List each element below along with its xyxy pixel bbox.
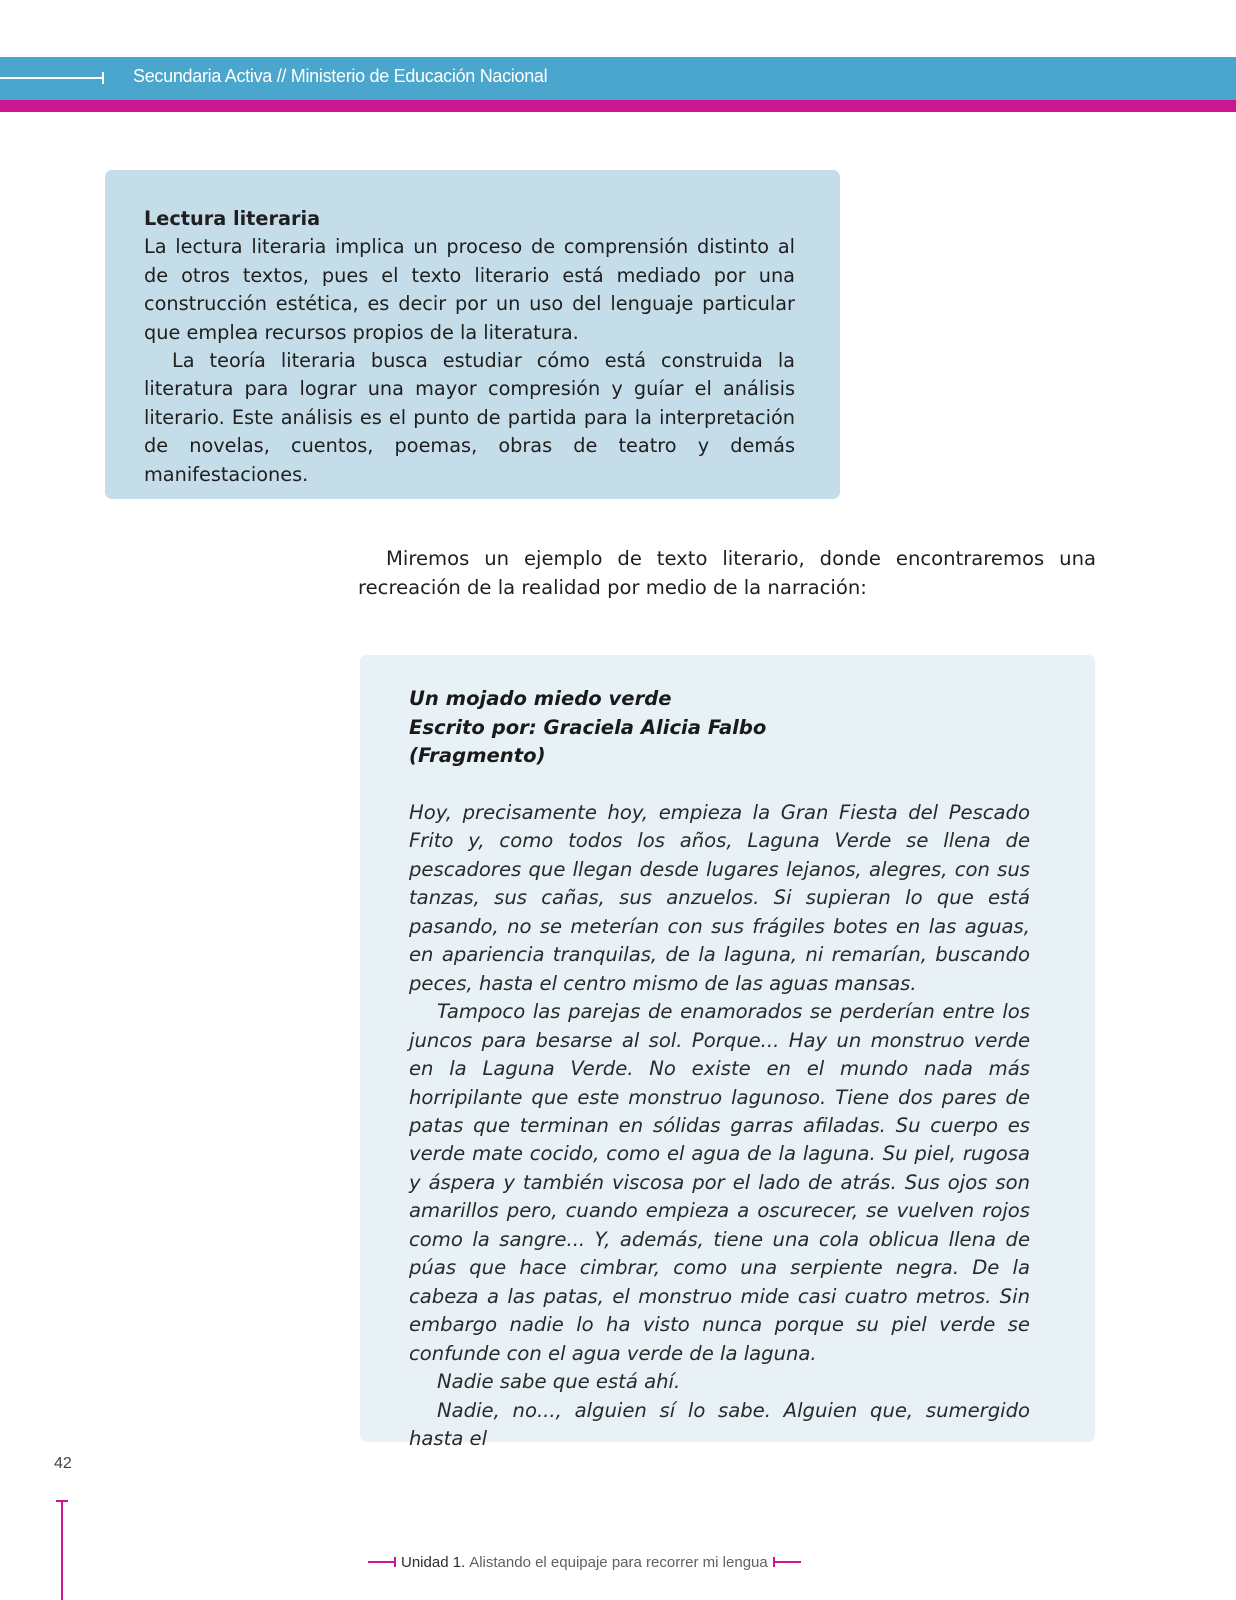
header-rule-tick [102, 72, 104, 84]
definition-paragraph: La teoría literaria busca estudiar cómo está construida la literatura para lograr una mayor compresión y guíar el análisis literario. Este análisis es el punto de partida para la interpretación de novelas, cuentos, poemas, obras de teatro y demás manifestaciones. [144, 349, 795, 486]
footer-unit-caption [368, 1552, 801, 1572]
story-paragraph: Hoy, precisamente hoy, empieza la Gran Fiesta del Pescado Frito y, como todos los años, Laguna Verde se llena de pescadores que llegan desde lugares lejanos, alegres, con sus tanzas, sus cañas, sus anzuelos. Si supieran lo que está pasando, no se meterían con sus frágiles botes en las aguas, en apariencia tranquilas, de la laguna, ni remarían, buscando peces, hasta el centro mismo de las aguas mansas. [409, 801, 1030, 995]
story-paragraph: Tampoco las parejas de enamorados se perderían entre los juncos para besarse al sol. Porque... Hay un monstruo verde en la Laguna Verde. No existe en el mundo nada más horripilante que este monstruo lagunoso. Tiene dos pares de patas que terminan en sólidas garras afiladas. Su cuerpo es verde mate cocido, como el agua de la laguna. Su piel, rugosa y áspera y también viscosa por el lado de atrás. Sus ojos son amarillos pero, cuando empieza a oscurecer, se vuelven rojos como la sangre... Y, además, tiene una cola oblicua llena de púas que hace cimbrar, como una serpiente negra. De la cabeza a las patas, el monstruo mide casi cuatro metros. Sin embargo nadie lo ha visto nunca porque su piel verde se confunde con el agua verde de la laguna. [409, 1000, 1030, 1365]
header-accent-stripe [0, 100, 1236, 112]
story-paragraph: Nadie sabe que está ahí. [437, 1370, 681, 1394]
story-note: (Fragmento) [409, 744, 546, 767]
page-number: 42 [54, 1455, 72, 1472]
header-rule-line [0, 77, 104, 79]
footer-unit-title: Alistando el equipaje para recorrer mi lengua [469, 1553, 768, 1571]
story-author: Escrito por: Graciela Alicia Falbo [409, 715, 767, 739]
definition-paragraph: La lectura literaria implica un proceso de comprensión distinto al de otros textos, pues el texto literario está mediado por una construcción estética, es decir por un uso del lenguaje particular que emplea recursos propios de la literatura. [144, 235, 795, 344]
story-box [360, 655, 1095, 1450]
story-paragraph: Nadie, no..., alguien sí lo sabe. Alguien que, sumergido hasta el [409, 1398, 1030, 1450]
header-title: Secundaria Activa // Ministerio de Educación Nacional [133, 66, 548, 86]
story-heading [409, 685, 766, 771]
footer-unit-label: Unidad 1. [401, 1553, 466, 1571]
footer-margin-line [61, 1500, 63, 1600]
definition-body [144, 205, 795, 489]
footer-left-rule [368, 1561, 396, 1563]
story-body [409, 799, 1030, 1453]
footer-margin-tick [56, 1500, 68, 1502]
story-title: Un mojado miedo verde [409, 687, 672, 710]
intro-paragraph: Miremos un ejemplo de texto literario, donde encontraremos una recreación de la realidad por medio de la narración: [358, 547, 1096, 599]
definition-box [105, 170, 840, 499]
definition-title: Lectura literaria [144, 207, 321, 230]
footer-right-rule [773, 1561, 801, 1563]
